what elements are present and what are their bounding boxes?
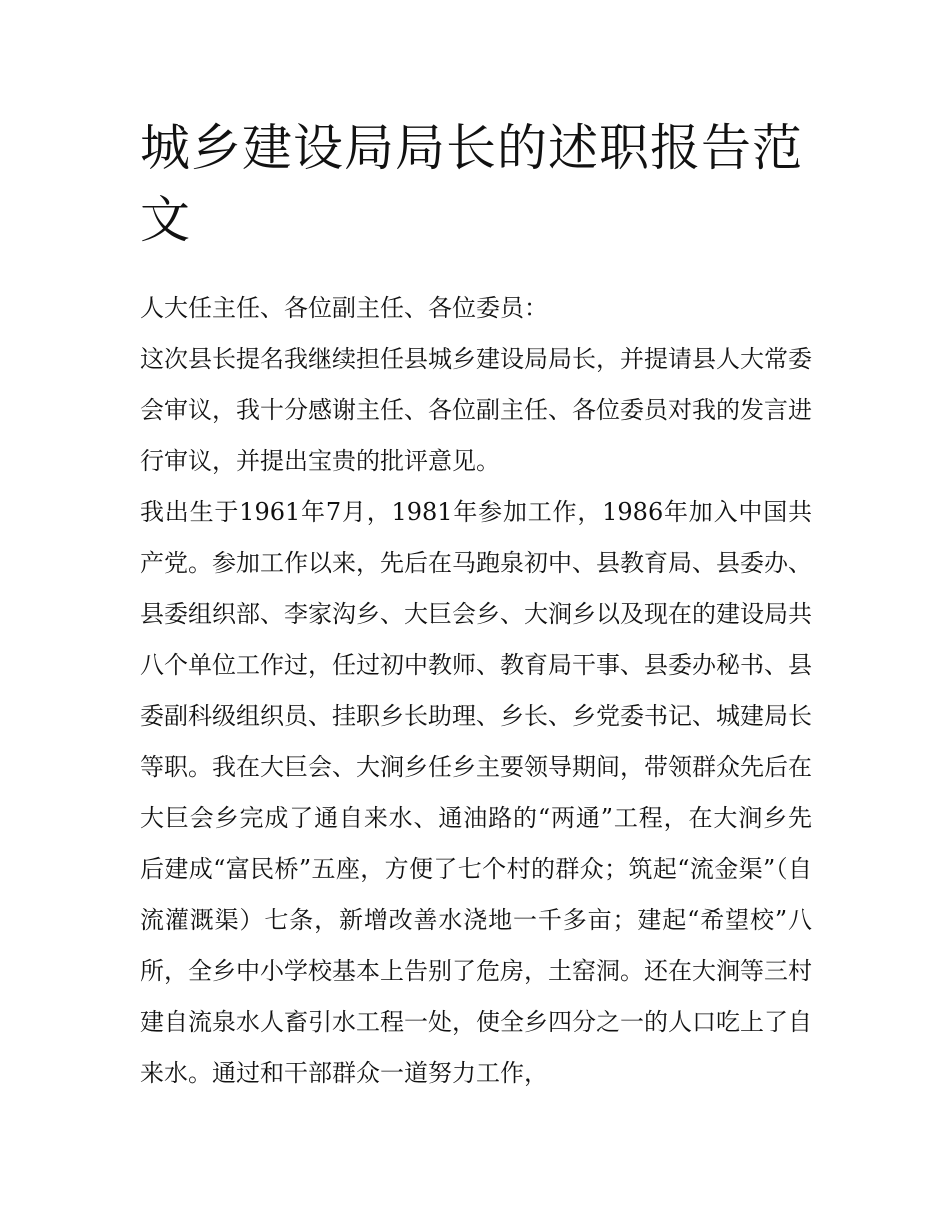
document-content (140, 112, 812, 1099)
salutation-paragraph: 人大任主任、各位副主任、各位委员： (140, 294, 548, 322)
intro-paragraph: 这次县长提名我继续担任县城乡建设局局长，并提请县人大常委会审议，我十分感谢主任、各位副主任、各位委员对我的发言进行审议，并提出宝贵的批评意见。 (140, 345, 812, 475)
document-body (140, 283, 812, 1099)
background-paragraph: 我出生于1961年7月，1981年参加工作，1986年加入中国共产党。参加工作以来，先后在马跑泉初中、县教育局、县委办、县委组织部、李家沟乡、大巨会乡、大涧乡以及现在的建设局共八个单位工作过，任过初中教师、教育局干事、县委办秘书、县委副科级组织员、挂职乡长助理、乡长、乡党委书记、城建局长等职。我在大巨会、大涧乡任乡主要领导期间，带领群众先后在大巨会乡完成了通自来水、通油路的“两通”工程，在大涧乡先后建成“富民桥”五座，方便了七个村的群众；筑起“流金渠”（自流灌溉渠）七条，新增改善水浇地一千多亩；建起“希望校”八所，全乡中小学校基本上告别了危房，土窑洞。还在大涧等三村建自流泉水人畜引水工程一处，使全乡四分之一的人口吃上了自来水。通过和干部群众一道努力工作， (140, 498, 812, 1087)
document-title: 城乡建设局局长的述职报告范文 (140, 119, 803, 249)
